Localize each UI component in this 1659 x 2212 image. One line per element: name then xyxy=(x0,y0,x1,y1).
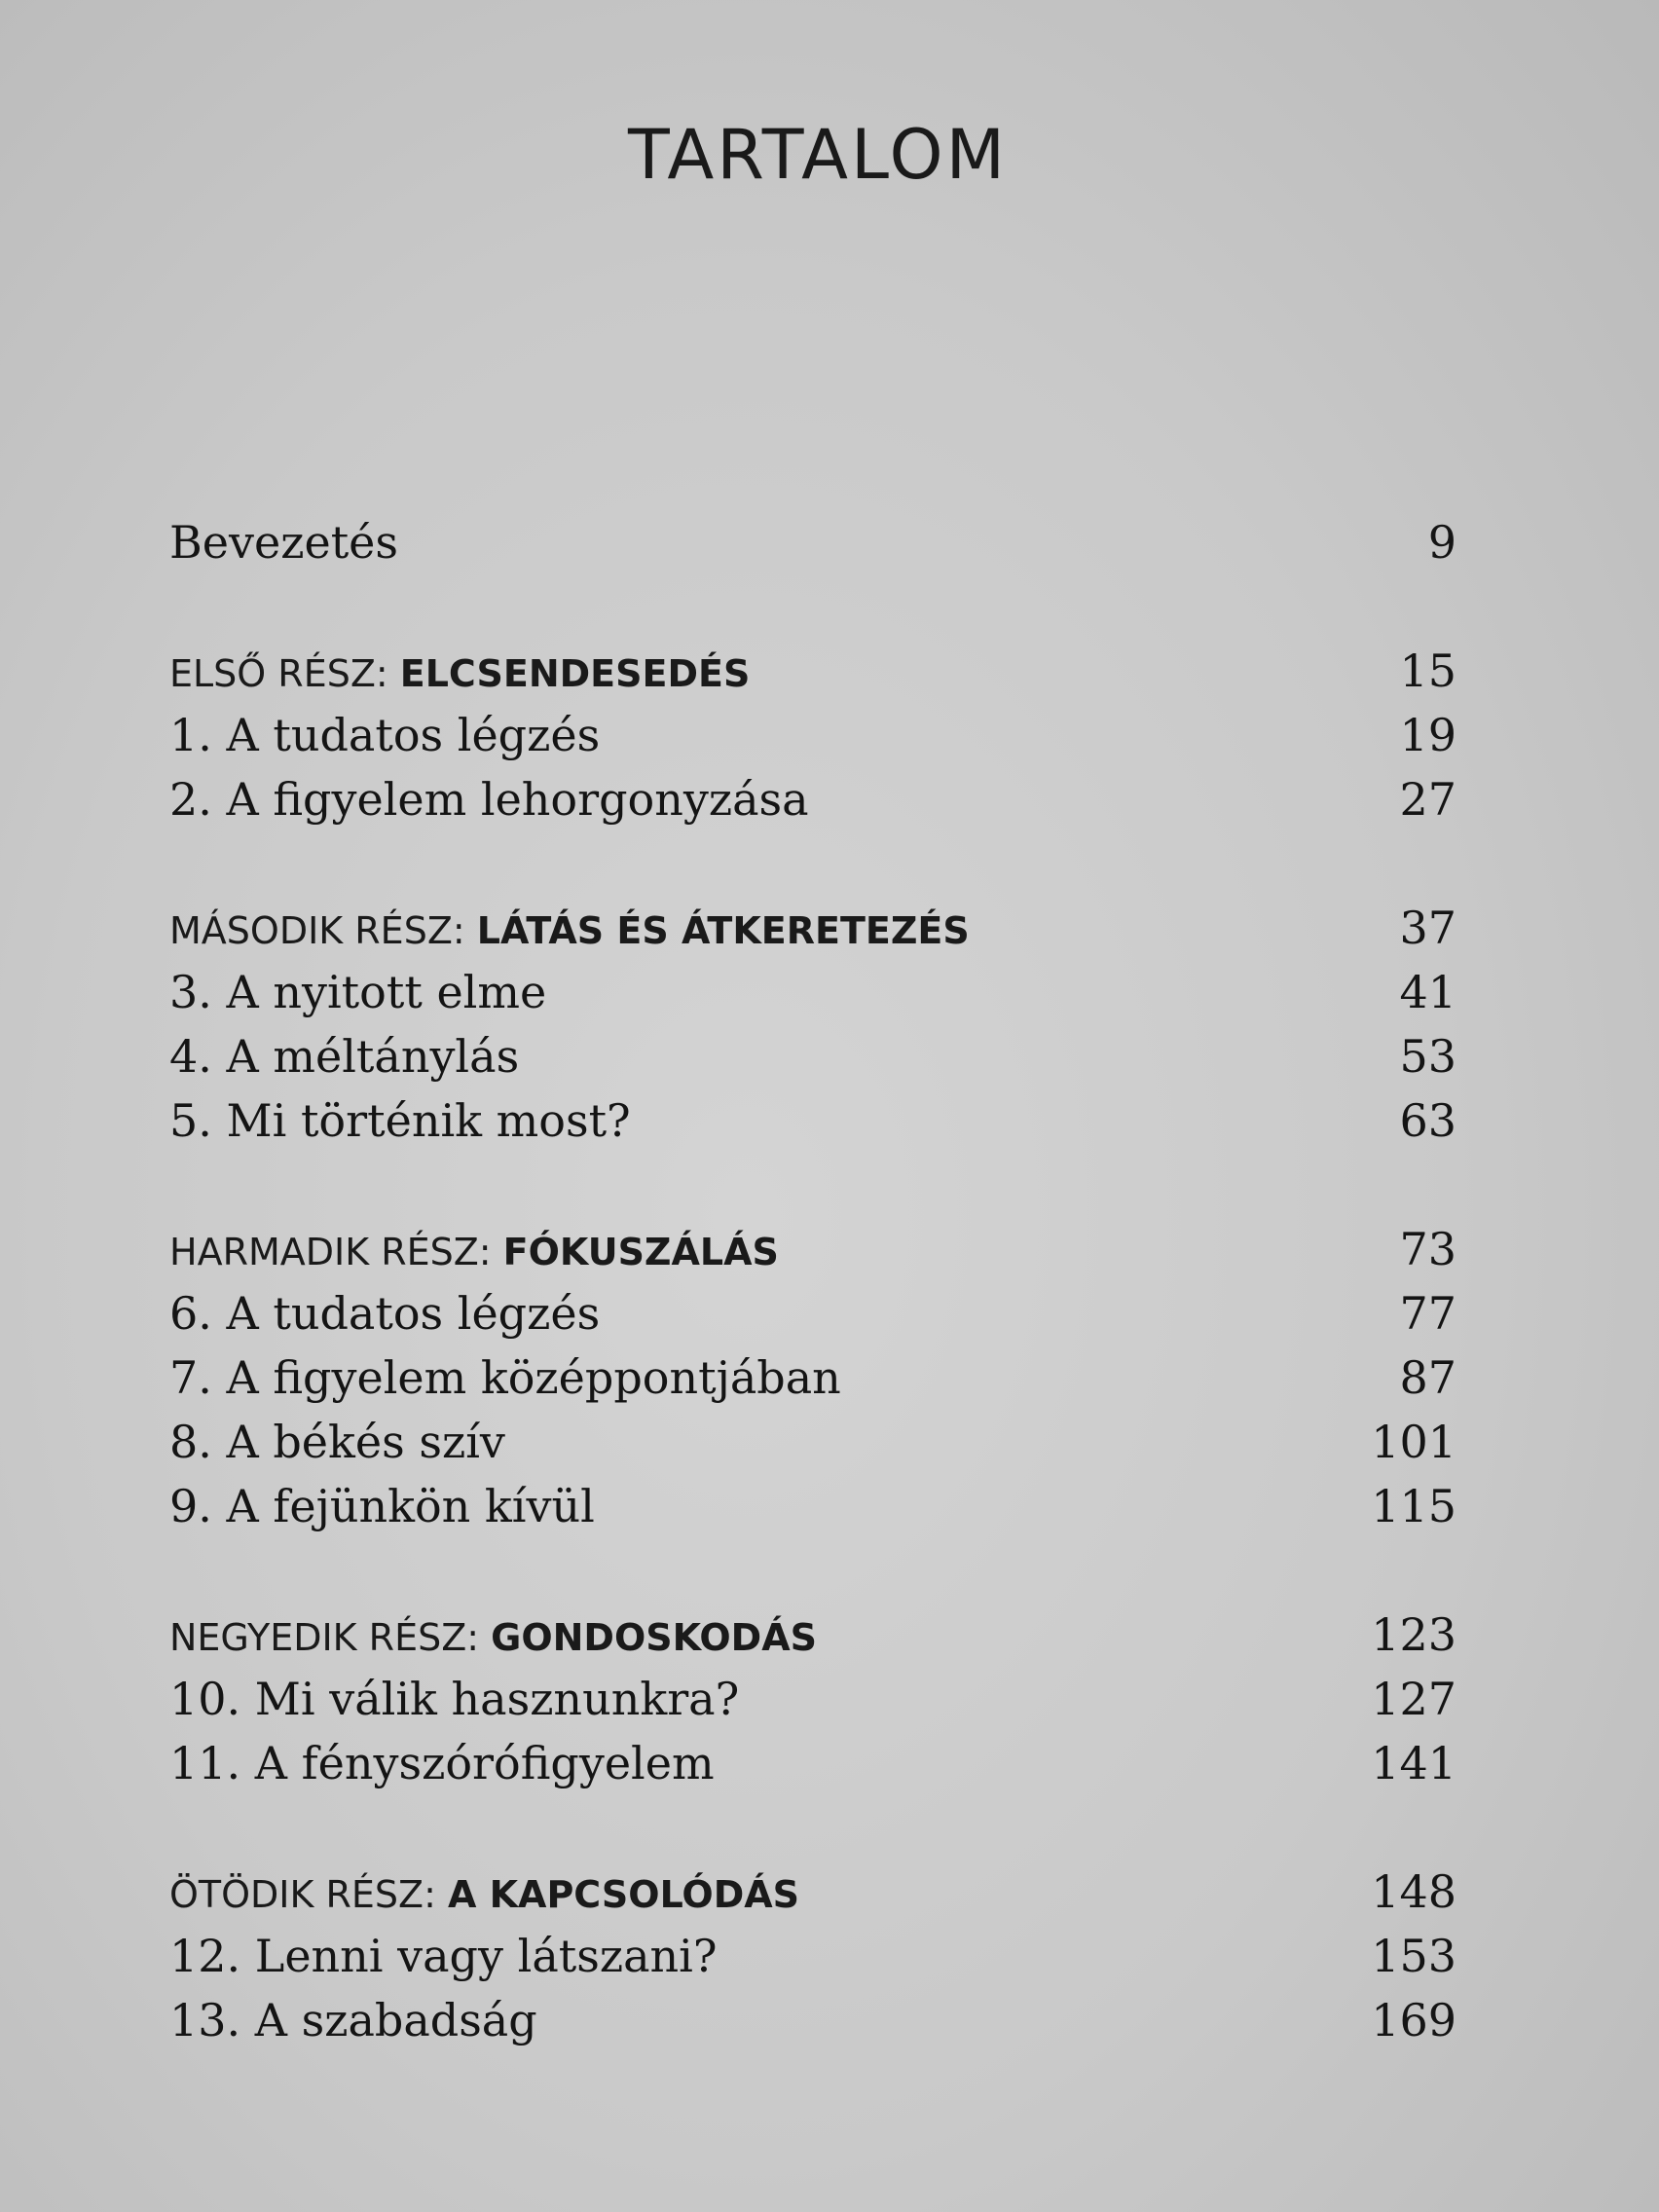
part-name: ELCSENDESEDÉS xyxy=(399,652,751,695)
chapter-page-number: 53 xyxy=(1399,1030,1456,1083)
toc-entry-intro xyxy=(169,516,1456,580)
intro-page-number: 9 xyxy=(1427,516,1456,569)
page-title: TARTALOM xyxy=(628,115,1008,195)
chapter-page-number: 77 xyxy=(1399,1287,1456,1340)
chapter-page-number: 101 xyxy=(1371,1416,1456,1468)
chapter-entry xyxy=(169,1094,1456,1159)
chapter-page-number: 141 xyxy=(1371,1737,1456,1789)
chapter-label: 7. A figyelem középpontjában xyxy=(169,1351,841,1404)
chapter-entry xyxy=(169,1351,1456,1416)
intro-label: Bevezetés xyxy=(169,516,399,569)
part-heading xyxy=(169,645,1456,709)
chapter-entry xyxy=(169,1416,1456,1480)
chapter-page-number: 27 xyxy=(1399,773,1456,826)
part-page-number: 73 xyxy=(1399,1223,1456,1275)
chapter-entry xyxy=(169,709,1456,773)
chapter-label: 4. A méltánylás xyxy=(169,1030,520,1083)
chapter-label: 5. Mi történik most? xyxy=(169,1094,631,1147)
chapter-page-number: 87 xyxy=(1399,1351,1456,1404)
chapter-label: 3. A nyitott elme xyxy=(169,966,547,1018)
part-page-number: 123 xyxy=(1371,1608,1456,1661)
chapter-page-number: 19 xyxy=(1399,709,1456,761)
chapter-page-number: 153 xyxy=(1371,1930,1456,1982)
chapter-entry xyxy=(169,773,1456,837)
chapter-label: 13. A szabadság xyxy=(169,1994,537,2046)
chapter-entry xyxy=(169,1673,1456,1737)
part-heading xyxy=(169,1865,1456,1930)
chapter-page-number: 63 xyxy=(1399,1094,1456,1147)
chapter-label: 2. A figyelem lehorgonyzása xyxy=(169,773,809,826)
chapter-label: 6. A tudatos légzés xyxy=(169,1287,601,1340)
chapter-entry xyxy=(169,1930,1456,1994)
part-prefix: HARMADIK RÉSZ: xyxy=(169,1231,503,1273)
part-heading xyxy=(169,1223,1456,1287)
chapter-label: 1. A tudatos légzés xyxy=(169,709,601,761)
chapter-entry xyxy=(169,1030,1456,1094)
part-name: A KAPCSOLÓDÁS xyxy=(447,1873,800,1916)
chapter-label: 10. Mi válik hasznunkra? xyxy=(169,1673,740,1725)
part-page-number: 37 xyxy=(1399,902,1456,954)
chapter-page-number: 41 xyxy=(1399,966,1456,1018)
chapter-entry xyxy=(169,1994,1456,2058)
chapter-label: 9. A fejünkön kívül xyxy=(169,1480,595,1532)
chapter-page-number: 115 xyxy=(1371,1480,1456,1532)
part-page-number: 15 xyxy=(1399,645,1456,697)
chapter-page-number: 127 xyxy=(1371,1673,1456,1725)
part-prefix: NEGYEDIK RÉSZ: xyxy=(169,1616,492,1659)
chapter-entry xyxy=(169,1737,1456,1801)
chapter-entry xyxy=(169,1480,1456,1544)
part-heading xyxy=(169,1608,1456,1673)
part-prefix: MÁSODIK RÉSZ: xyxy=(169,909,477,952)
part-name: LÁTÁS ÉS ÁTKERETEZÉS xyxy=(476,909,970,952)
part-prefix: ELSŐ RÉSZ: xyxy=(169,652,400,695)
chapter-label: 8. A békés szív xyxy=(169,1416,505,1468)
chapter-page-number: 169 xyxy=(1371,1994,1456,2046)
chapter-entry xyxy=(169,966,1456,1030)
part-name: FÓKUSZÁLÁS xyxy=(502,1231,779,1273)
part-page-number: 148 xyxy=(1371,1865,1456,1918)
table-of-contents xyxy=(169,516,1456,2058)
chapter-entry xyxy=(169,1287,1456,1351)
chapter-label: 12. Lenni vagy látszani? xyxy=(169,1930,718,1982)
chapter-label: 11. A fényszórófigyelem xyxy=(169,1737,715,1789)
part-prefix: ÖTÖDIK RÉSZ: xyxy=(169,1873,448,1916)
part-heading xyxy=(169,902,1456,966)
part-name: GONDOSKODÁS xyxy=(491,1616,817,1659)
